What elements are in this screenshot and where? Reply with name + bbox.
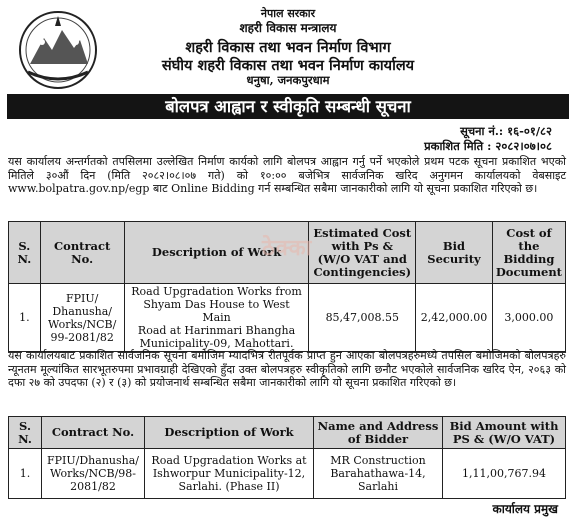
cell-bidder: MR Construction Barahathawa-14, Sarlahi [314, 449, 443, 499]
cell-sn: 1. [9, 449, 42, 499]
col-header-bidder: Name and Address of Bidder [314, 417, 443, 449]
bid-invitation-paragraph: यस कार्यालय अन्तर्गतको तपसिलमा उल्लेखित निर्माण कार्यको लागि बोलपत्र आह्वान गर्नु पर्ने भएकोले प्रथम पटक सूचना प्रकाशित भएको मितिले ३०औं दिन (मिति २०८२।०८।०७ गते) को १०:०० बजेभित्र सार्वजनिक खरिद अनुगमन कार्यालयको वेबसाइट www.bolpatra.gov.np/egp बाट Online Bidding गर्न सम्बन्धित सबैमा जानकारीको लागि यो सूचना प्रकाशित गरिएको छ। [8, 155, 566, 195]
header-ministry: शहरी विकास मन्त्रालय [239, 21, 337, 35]
col-header-sn: S. N. [9, 417, 42, 449]
header-government: नेपाल सरकार [260, 7, 316, 20]
header-office: संघीय शहरी विकास तथा भवन निर्माण कार्यालय [161, 57, 415, 74]
col-header-bid-security: Bid Security [416, 222, 493, 284]
cell-bid-amount: 1,11,00,767.94 [443, 449, 566, 499]
col-header-estimated-cost: Estimated Cost with Ps & (W/O VAT and Contingencies) [309, 222, 416, 284]
notice-title-banner: बोलपत्र आह्वान र स्वीकृति सम्बन्धी सूचना [7, 94, 569, 119]
cell-estimated-cost: 85,47,008.55 [309, 284, 416, 352]
bid-acceptance-paragraph: यस कार्यालयबाट प्रकाशित सार्वजनिक सूचना बमोजिम म्यादभित्र रीतपूर्वक प्राप्त हुन आएका बोलपत्रहरुमध्ये तपसिल बमोजिमको बोलपत्रहरु न्यूनतम मूल्यांकित सारभूतरुपमा प्रभावग्राही देखिएको हुँदा उक्त बोलपत्रहरु स्वीकृतिको लागि छनौट भएकोले सार्वजनिक खरिद ऐन, २०६३ को दफा २७ को उपदफा (२) र (३) को प्रयोजनार्थ सम्बन्धित सबैमा जानकारीको लागि यो सूचना प्रकाशित गरिएको छ। [8, 349, 566, 389]
bid-acceptance-table [8, 416, 566, 499]
cell-contract-no: FPIU/ Dhanusha/ Works/NCB/ 99-2081/82 [40, 284, 124, 352]
cell-description: Road Upgradation Works at Ishworpur Municipality-12, Sarlahi. (Phase II) [145, 449, 314, 499]
col-header-description: Description of Work [124, 222, 309, 284]
published-date: प्रकाशित मिति : २०८२।०७।०८ [424, 139, 552, 153]
table-header-row [9, 417, 566, 449]
cell-document-cost: 3,000.00 [492, 284, 565, 352]
table-row [9, 284, 566, 352]
col-header-bid-amount: Bid Amount with PS & (W/O VAT) [443, 417, 566, 449]
col-header-contract-no: Contract No. [40, 222, 124, 284]
col-header-description: Description of Work [145, 417, 314, 449]
cell-description: Road Upgradation Works from Shyam Das House to West Main Road at Harinmari Bhangha Municipality-09, Mahottari. [124, 284, 309, 352]
col-header-document-cost: Cost of the Bidding Document [492, 222, 565, 284]
table-row [9, 449, 566, 499]
cell-contract-no: FPIU/Dhanusha/ Works/NCB/98- 2081/82 [42, 449, 145, 499]
col-header-sn: S. N. [9, 222, 41, 284]
notice-number: सूचना नं.: १६-०१/८२ [460, 124, 552, 138]
header-department: शहरी विकास तथा भवन निर्माण विभाग [185, 39, 391, 56]
header-location: धनुषा, जनकपुरधाम [246, 73, 330, 87]
cell-sn: 1. [9, 284, 41, 352]
office-chief-signature-label: कार्यालय प्रमुख [492, 502, 558, 516]
col-header-contract-no: Contract No. [42, 417, 145, 449]
watermark-text: ठेक्का [262, 236, 313, 261]
cell-bid-security: 2,42,000.00 [416, 284, 493, 352]
